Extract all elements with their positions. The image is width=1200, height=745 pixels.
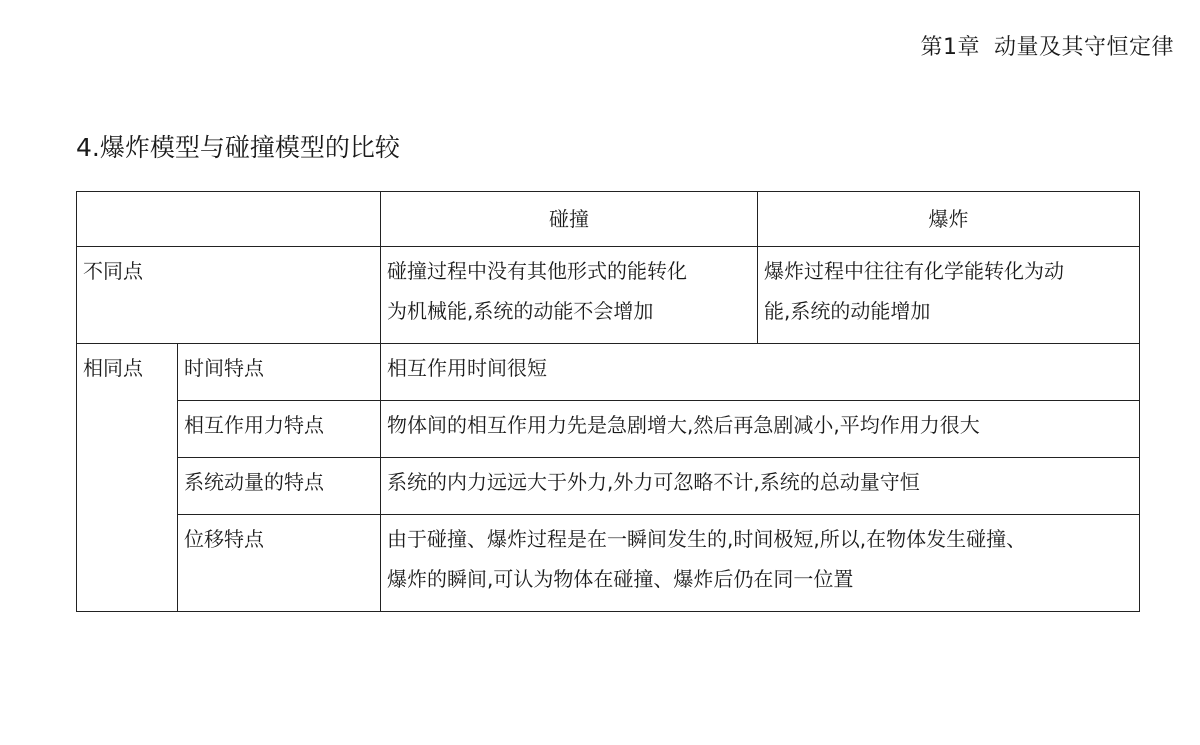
header-empty-cell <box>77 192 381 247</box>
feature-label: 相互作用力特点 <box>178 401 381 458</box>
difference-label: 不同点 <box>77 247 381 344</box>
text-line: 爆炸过程中往往有化学能转化为动 <box>764 259 1064 283</box>
text-line: 碰撞过程中没有其他形式的能转化 <box>387 259 687 283</box>
section-title: 4.爆炸模型与碰撞模型的比较 <box>76 133 400 162</box>
feature-label: 系统动量的特点 <box>178 458 381 515</box>
feature-label: 时间特点 <box>178 344 381 401</box>
difference-explosion-cell <box>758 247 1140 344</box>
similarity-row-momentum <box>77 458 1140 515</box>
difference-collision-cell <box>381 247 758 344</box>
feature-text-cell <box>381 515 1140 612</box>
text-line: 爆炸的瞬间,可认为物体在碰撞、爆炸后仍在同一位置 <box>387 567 854 591</box>
comparison-table <box>76 191 1140 612</box>
table-header-row <box>77 192 1140 247</box>
feature-text: 物体间的相互作用力先是急剧增大,然后再急剧减小,平均作用力很大 <box>381 401 1140 458</box>
header-collision: 碰撞 <box>381 192 758 247</box>
similarity-label: 相同点 <box>77 344 178 612</box>
chapter-number: 第1章 <box>920 35 980 60</box>
header-explosion: 爆炸 <box>758 192 1140 247</box>
feature-label: 位移特点 <box>178 515 381 612</box>
similarity-row-force <box>77 401 1140 458</box>
feature-text: 相互作用时间很短 <box>381 344 1140 401</box>
text-line: 由于碰撞、爆炸过程是在一瞬间发生的,时间极短,所以,在物体发生碰撞、 <box>387 527 1027 551</box>
chapter-title: 动量及其守恒定律 <box>993 35 1174 60</box>
similarity-row-displacement <box>77 515 1140 612</box>
similarity-row-time <box>77 344 1140 401</box>
feature-text: 系统的内力远远大于外力,外力可忽略不计,系统的总动量守恒 <box>381 458 1140 515</box>
text-line: 能,系统的动能增加 <box>764 299 931 323</box>
difference-row <box>77 247 1140 344</box>
text-line: 为机械能,系统的动能不会增加 <box>387 299 654 323</box>
chapter-header <box>920 30 1174 61</box>
